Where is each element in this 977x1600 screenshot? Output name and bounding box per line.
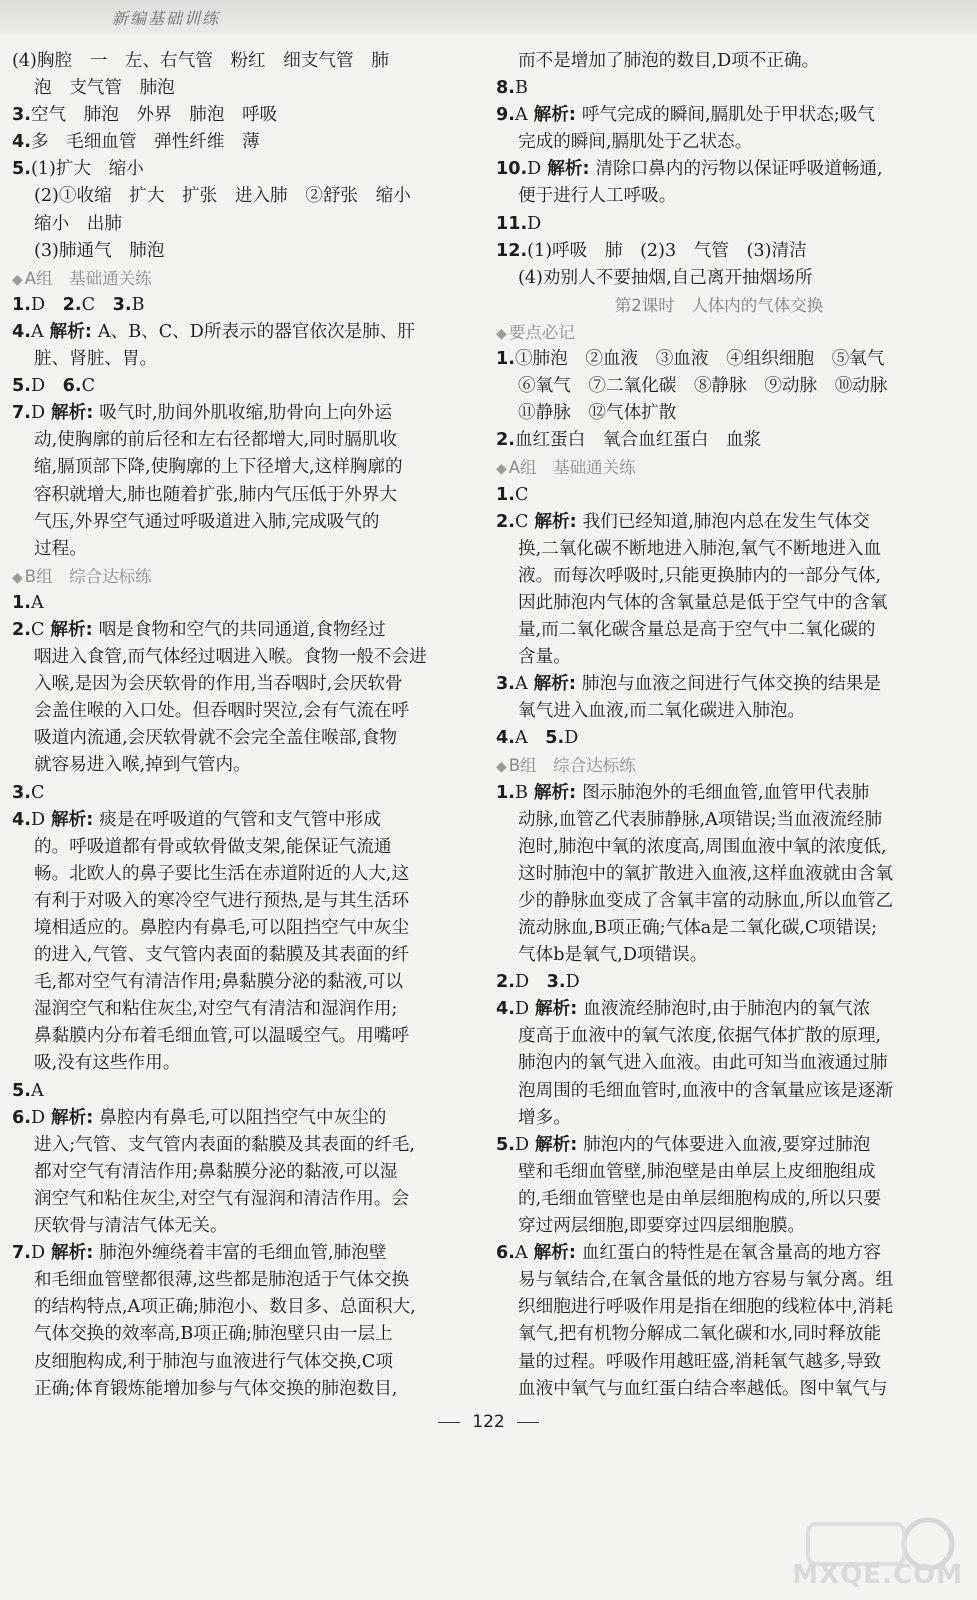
answer-item: [12, 1105, 458, 1132]
answer-item: [12, 617, 458, 644]
text-line: 少的静脉血变成了含氧丰富的动脉血,所以血管乙: [518, 890, 894, 911]
text-line: 缩小 出肺: [34, 213, 122, 234]
text-line: 容积就增大,肺也随着扩张,肺内气压低于外界大: [34, 484, 398, 505]
answer-item: [12, 292, 458, 319]
analysis-label: 解析:: [534, 511, 577, 532]
question-number: 4.: [496, 728, 515, 749]
text-line: 皮细胞构成,利于肺泡与血液进行气体交换,C项: [34, 1351, 393, 1372]
text-line: 吸道内流通,会厌软骨就不会完全盖住喉部,食物: [34, 728, 398, 749]
question-number: 6.: [12, 1107, 31, 1128]
answer-text: D: [30, 1107, 46, 1128]
answer-text: D: [565, 972, 580, 993]
diamond-icon: ◆: [12, 271, 23, 288]
answer-text: A: [30, 592, 44, 613]
answer-text: (1)呼吸 肺 (2)3 气管 (3)清洁: [527, 240, 807, 261]
answer-text: C: [30, 619, 45, 640]
dash-left: [438, 1422, 460, 1423]
text-line: ⑪静脉 ⑫气体扩散: [518, 403, 677, 424]
text-line: 完成的瞬间,膈肌处于乙状态。: [518, 132, 753, 153]
text-line: 脏、肾脏、胃。: [34, 349, 158, 370]
text-line: 氧气进入血液,而二氧化碳进入肺泡。: [518, 701, 806, 722]
answer-text: B: [514, 782, 528, 803]
diamond-icon: ◆: [496, 461, 507, 478]
text-line: 这时肺泡中的氧扩散进入血液,这样血液就由含氧: [518, 863, 894, 884]
answer-text: A: [30, 321, 44, 342]
dash-right: [517, 1422, 539, 1423]
answer-text: C: [514, 484, 529, 505]
analysis-text: 呼气完成的瞬间,膈肌处于甲状态;吸气: [581, 105, 875, 126]
question-number: 3.: [112, 294, 132, 315]
answer-item: [496, 996, 942, 1023]
text-line: 和毛细血管壁都很薄,这些都是肺泡适于气体交换: [34, 1270, 410, 1291]
text-line: (2)①收缩 扩大 扩张 进入肺 ②舒张 缩小: [34, 186, 411, 207]
question-number: 4.: [12, 809, 31, 830]
text-line: 气体b是氧气,D项错误。: [518, 945, 708, 966]
section-heading: [12, 265, 458, 292]
question-number: 5.: [12, 376, 31, 397]
answer-item: [12, 129, 458, 156]
text-line: 毛,都对空气有清洁作用;鼻黏膜分泌的黏液,可以: [34, 972, 403, 993]
analysis-label: 解析:: [535, 999, 578, 1020]
question-number: 6.: [62, 376, 82, 397]
page-number-text: 122: [472, 1412, 505, 1432]
section-heading: [496, 454, 942, 481]
text-line: 入喉,是因为会厌软骨的作用,当吞咽时,会厌软骨: [34, 674, 403, 695]
text-line: 会盖住喉的入口处。但吞咽时哭泣,会有气流在呼: [34, 701, 410, 722]
text-line: 有利于对吸入的寒冷空气进行预热,是与其生活环: [34, 890, 410, 911]
text-line: 都对空气有清洁作用;鼻黏膜分泌的黏液,可以湿: [34, 1161, 398, 1182]
text-line: 氧气,把有机物分解成二氧化碳和水,同时释放能: [518, 1324, 882, 1345]
text-line: 湿润空气和粘住灰尘,对空气有清洁和湿润作用;: [34, 999, 398, 1020]
answer-item: [12, 807, 458, 834]
text-line: 液。而每次呼吸时,只能更换肺内的一部分气体,: [518, 565, 882, 586]
question-number: 9.: [496, 105, 515, 126]
section-heading-text: B组 综合达标练: [508, 756, 636, 776]
text-line: 肺泡内的氧气进入血液。由此可知当血液通过肺: [518, 1053, 888, 1074]
watermark: [788, 1510, 963, 1592]
question-number: 1.: [496, 484, 515, 505]
answer-item: [496, 509, 942, 536]
analysis-text: 咽是食物和空气的共同通道,食物经过: [98, 619, 386, 640]
text-line: 鼻黏膜内分布着毛细血管,可以温暖空气。用嘴呼: [34, 1026, 410, 1047]
text-line: 壁和毛细血管壁,肺泡壁是由单层上皮细胞组成: [518, 1161, 876, 1182]
question-number: 4.: [12, 132, 31, 153]
answer-item: [12, 590, 458, 617]
answer-text: C: [514, 511, 529, 532]
analysis-label: 解析:: [547, 159, 590, 180]
answer-text: A: [514, 105, 528, 126]
section-heading-text: A组 基础通关练: [24, 268, 152, 288]
answer-text: ①肺泡 ②血液 ③血液 ④组织细胞 ⑤氧气: [514, 349, 885, 370]
text-line: (3)肺通气 肺泡: [34, 240, 165, 261]
text-line: 穿过两层细胞,即要穿过四层细胞膜。: [518, 1216, 806, 1237]
question-number: 1.: [12, 294, 31, 315]
text-line: (4)劝别人不要抽烟,自己离开抽烟场所: [518, 267, 813, 288]
answer-text: D: [564, 728, 579, 749]
text-line: 的进入,气管、支气管内表面的黏膜及其表面的纤: [34, 945, 410, 966]
text-line: 增多。: [518, 1107, 571, 1128]
answer-text: A: [30, 1080, 44, 1101]
text-line: 缩,膈顶部下降,使胸廓的上下径增大,这样胸廓的: [34, 457, 403, 478]
question-number: 12.: [496, 240, 528, 261]
section-heading-text: B组 综合达标练: [24, 566, 152, 586]
analysis-label: 解析:: [51, 1243, 94, 1264]
text-line: 含量。: [518, 647, 571, 668]
analysis-text: 清除口鼻内的污物以保证呼吸道畅通,: [595, 159, 883, 180]
question-number: 2.: [496, 511, 515, 532]
section-heading: [496, 752, 942, 779]
question-number: 5.: [496, 1134, 515, 1155]
answer-text: D: [30, 376, 63, 397]
analysis-text: 吸气时,肋间外肌收缩,肋骨向上向外运: [99, 403, 392, 424]
answer-text: 血红蛋白 氧合血红蛋白 血浆: [514, 430, 762, 451]
question-number: 5.: [545, 728, 565, 749]
answer-item: [496, 427, 942, 454]
analysis-label: 解析:: [51, 403, 94, 424]
right-column: [496, 48, 942, 1403]
answer-item: [496, 211, 942, 238]
answer-text: D: [514, 999, 530, 1020]
answer-text: D: [527, 213, 542, 234]
answer-text: C: [81, 294, 113, 315]
analysis-text: 鼻腔内有鼻毛,可以阻挡空气中灰尘的: [99, 1107, 387, 1128]
answer-item: [12, 780, 458, 807]
answer-item: [496, 1240, 942, 1267]
question-number: 3.: [496, 674, 515, 695]
question-number: 8.: [496, 78, 515, 99]
question-number: 6.: [496, 1243, 515, 1264]
answer-text: D: [30, 294, 63, 315]
text-line: 厌软骨与清洁气体无关。: [34, 1216, 228, 1237]
answer-text: C: [30, 782, 45, 803]
answer-item: [12, 1078, 458, 1105]
diamond-icon: ◆: [496, 759, 507, 776]
question-number: 7.: [12, 1243, 31, 1264]
question-number: 4.: [12, 321, 31, 342]
book-title: 新编基础训练: [112, 9, 221, 28]
text-line: 的结构特点,A项正确;肺泡小、数目多、总面积大,: [34, 1297, 416, 1318]
text-line: 气体交换的效率高,B项正确;肺泡壁只由一层上: [34, 1324, 393, 1345]
question-number: 7.: [12, 403, 31, 424]
diamond-icon: ◆: [12, 569, 23, 586]
text-line: 正确;体育锻炼能增加参与气体交换的肺泡数目,: [34, 1378, 398, 1399]
question-number: 1.: [496, 349, 515, 370]
analysis-text: 肺泡内的气体要进入血液,要穿过肺泡: [583, 1134, 871, 1155]
analysis-label: 解析:: [49, 321, 92, 342]
section-heading-text: 要点必记: [508, 322, 575, 342]
answer-item: [496, 969, 942, 996]
question-number: 1.: [12, 592, 31, 613]
analysis-text: 图示肺泡外的毛细血管,血管甲代表肺: [582, 782, 870, 803]
answer-item: [496, 482, 942, 509]
analysis-label: 解析:: [533, 1243, 576, 1264]
question-number: 2.: [496, 972, 515, 993]
text-line: 润空气和粘住灰尘,对空气有湿润和清洁作用。会: [34, 1188, 410, 1209]
page-number: [0, 1412, 977, 1432]
question-number: 10.: [496, 159, 528, 180]
text-line: ⑥氧气 ⑦二氧化碳 ⑧静脉 ⑨动脉 ⑩动脉: [518, 376, 888, 397]
text-line: 泡周围的毛细血管时,血液中的含氧量应该是逐渐: [518, 1080, 894, 1101]
section-heading: [496, 319, 942, 346]
text-line: 泡时,肺泡中氧的浓度高,周围血液中氧的浓度低,: [518, 836, 887, 857]
text-line: 因此肺泡内气体的含氧量总是低于空气中的含氧: [518, 592, 888, 613]
analysis-label: 解析:: [533, 782, 577, 803]
question-number: 3.: [546, 972, 566, 993]
question-number: 2.: [496, 430, 515, 451]
section-heading-text: A组 基础通关练: [508, 458, 636, 478]
answer-text: D: [30, 809, 46, 830]
analysis-text: 血红蛋白的特性是在氧含量高的地方容: [581, 1243, 881, 1264]
answer-item: [496, 102, 942, 129]
text-line: 动,使胸廓的前后径和左右径都增大,同时膈肌收: [34, 430, 398, 451]
question-number: 3.: [12, 782, 31, 803]
analysis-label: 解析:: [533, 674, 576, 695]
lesson-title: 第2课时 人体内的气体交换: [614, 295, 824, 315]
question-number: 11.: [496, 213, 528, 234]
left-column: [12, 48, 458, 1403]
text-line: 流动脉血,B项正确;气体a是二氧化碳,C项错误;: [518, 918, 878, 938]
text-line: 换,二氧化碳不断地进入肺泡,氧气不断地进入血: [518, 538, 882, 559]
text-line: 吸,没有这些作用。: [34, 1053, 181, 1074]
watermark-text: MXQE.COM: [792, 1560, 963, 1590]
answer-text: D: [30, 403, 46, 424]
question-number: 2.: [12, 619, 31, 640]
answer-text: D: [527, 159, 542, 180]
text-line: 而不是增加了肺泡的数目,D项不正确。: [518, 51, 820, 71]
answer-text: B: [131, 294, 145, 315]
answer-item: [496, 156, 942, 183]
answer-item: [496, 725, 942, 752]
text-line: 咽进入食管,而气体经过咽进入喉。食物一般不会进: [34, 647, 427, 668]
answer-text: B: [514, 78, 528, 99]
analysis-text: A、B、C、D所表示的器官依次是肺、肝: [97, 321, 416, 342]
question-number: 2.: [62, 294, 82, 315]
text-line: 血液中氧气与血红蛋白结合率越低。图中氧气与: [518, 1378, 888, 1399]
text-line: 泡 支气管 肺泡: [34, 78, 175, 99]
diamond-icon: ◆: [496, 325, 507, 342]
analysis-text: 痰是在呼吸道的气管和支气管中形成: [99, 809, 381, 830]
answer-item: [496, 780, 942, 807]
analysis-label: 解析:: [533, 105, 576, 126]
answer-text: A: [514, 728, 546, 749]
answer-item: [12, 373, 458, 400]
analysis-text: 肺泡与血液之间进行气体交换的结果是: [581, 674, 881, 695]
text-line: 的。呼吸道都有骨或软骨做支架,能保证气流通: [34, 836, 392, 857]
answer-item: [496, 238, 942, 265]
answer-text: (1)扩大 缩小: [30, 159, 144, 180]
text-line: 的,毛细血管壁也是由单层细胞构成的,所以只要: [518, 1188, 882, 1209]
answer-item: [12, 319, 458, 346]
answer-text: 多 毛细血管 弹性纤维 薄: [30, 132, 260, 153]
question-number: 3.: [12, 105, 31, 126]
analysis-text: 血液流经肺泡时,由于肺泡内的氧气浓: [583, 999, 871, 1020]
page-header: [0, 0, 977, 34]
text-line: 境相适应的。鼻腔内有鼻毛,可以阻挡空气中灰尘: [34, 918, 410, 938]
text-line: (4)胸腔 一 左、右气管 粉红 细支气管 肺: [12, 51, 389, 71]
text-line: 进入;气管、支气管内表面的黏膜及其表面的纤毛,: [34, 1134, 415, 1155]
text-line: 过程。: [34, 538, 87, 559]
text-line: 动脉,血管乙代表肺静脉,A项错误;当血液流经肺: [518, 809, 883, 830]
text-line: 度高于血液中的氧气浓度,依据气体扩散的原理,: [518, 1026, 882, 1047]
answer-text: D: [30, 1243, 46, 1264]
answer-item: [12, 1240, 458, 1267]
question-number: 1.: [496, 782, 515, 803]
answer-item: [496, 671, 942, 698]
text-line: 就容易进入喉,掉到气管内。: [34, 755, 251, 776]
answer-item: [496, 1132, 942, 1159]
text-line: 织细胞进行呼吸作用是指在细胞的线粒体中,消耗: [518, 1297, 894, 1318]
analysis-label: 解析:: [51, 809, 94, 830]
question-number: 5.: [12, 1080, 31, 1101]
analysis-text: 肺泡外缠绕着丰富的毛细血管,肺泡壁: [99, 1243, 387, 1264]
text-line: 量的过程。呼吸作用越旺盛,消耗氧气越多,导致: [518, 1351, 882, 1372]
text-line: 量,而二氧化碳含量总是高于空气中二氧化碳的: [518, 619, 876, 640]
text-line: 气压,外界空气通过呼吸道进入肺,完成吸气的: [34, 511, 380, 532]
answer-text: D: [514, 972, 547, 993]
answer-item: [496, 75, 942, 102]
text-line: 易与氧结合,在氧含量低的地方容易与氧分离。组: [518, 1270, 894, 1291]
answer-item: [496, 346, 942, 373]
answer-item: [12, 156, 458, 183]
analysis-label: 解析:: [51, 1107, 94, 1128]
section-heading: [12, 563, 458, 590]
question-number: 4.: [496, 999, 515, 1020]
analysis-label: 解析:: [50, 619, 93, 640]
answer-text: C: [81, 376, 96, 397]
answer-text: D: [514, 1134, 530, 1155]
answer-text: A: [514, 674, 528, 695]
text-line: 畅。北欧人的鼻子要比生活在赤道附近的人大,这: [34, 863, 410, 884]
question-number: 5.: [12, 159, 31, 180]
answer-text: 空气 肺泡 外界 肺泡 呼吸: [30, 105, 278, 126]
analysis-text: 我们已经知道,肺泡内总在发生气体交: [582, 511, 870, 532]
answer-item: [12, 400, 458, 427]
answer-text: A: [514, 1243, 528, 1264]
text-line: 便于进行人工呼吸。: [518, 186, 677, 207]
answer-item: [12, 102, 458, 129]
analysis-label: 解析:: [535, 1134, 578, 1155]
